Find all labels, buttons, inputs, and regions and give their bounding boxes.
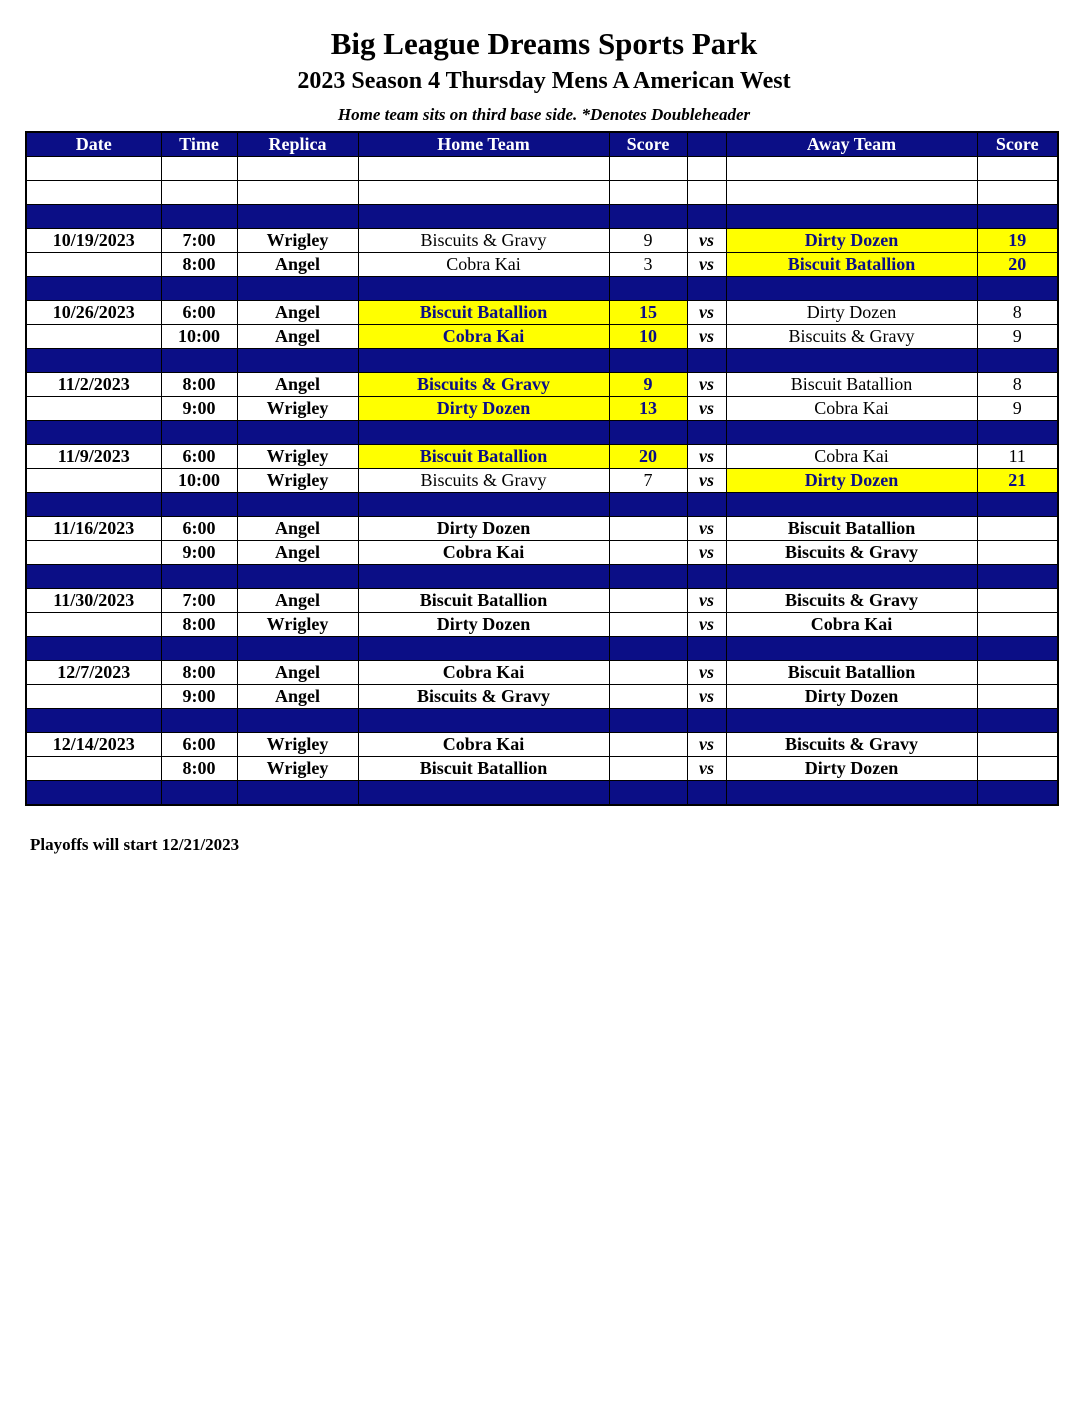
separator-cell	[726, 781, 977, 806]
replica-cell: Angel	[237, 517, 358, 541]
home-score-cell	[609, 517, 687, 541]
separator-cell	[26, 205, 161, 229]
separator-cell	[161, 205, 237, 229]
empty-cell	[161, 157, 237, 181]
separator-cell	[726, 205, 977, 229]
empty-cell	[726, 157, 977, 181]
away-score-cell	[977, 733, 1058, 757]
empty-cell	[161, 181, 237, 205]
time-cell: 8:00	[161, 613, 237, 637]
away-team-cell: Biscuit Batallion	[726, 517, 977, 541]
replica-cell: Angel	[237, 301, 358, 325]
home-team-cell: Dirty Dozen	[358, 613, 609, 637]
game-row	[26, 253, 1058, 277]
home-score-cell	[609, 589, 687, 613]
separator-cell	[687, 637, 726, 661]
separator-cell	[687, 493, 726, 517]
away-team-cell: Dirty Dozen	[726, 685, 977, 709]
home-score-cell: 3	[609, 253, 687, 277]
home-team-cell: Cobra Kai	[358, 733, 609, 757]
home-score-cell: 13	[609, 397, 687, 421]
separator-cell	[358, 421, 609, 445]
home-team-cell: Cobra Kai	[358, 541, 609, 565]
date-cell	[26, 757, 161, 781]
replica-cell: Angel	[237, 541, 358, 565]
separator-cell	[161, 781, 237, 806]
separator-cell	[726, 349, 977, 373]
time-cell: 6:00	[161, 445, 237, 469]
time-cell: 8:00	[161, 253, 237, 277]
schedule-table	[25, 131, 1059, 806]
vs-cell: vs	[687, 517, 726, 541]
home-score-cell: 7	[609, 469, 687, 493]
separator-cell	[161, 349, 237, 373]
replica-cell: Wrigley	[237, 445, 358, 469]
vs-cell: vs	[687, 541, 726, 565]
game-row	[26, 541, 1058, 565]
home-team-cell: Biscuit Batallion	[358, 757, 609, 781]
home-score-cell	[609, 541, 687, 565]
home-team-cell: Cobra Kai	[358, 253, 609, 277]
replica-cell: Angel	[237, 253, 358, 277]
vs-cell: vs	[687, 397, 726, 421]
week-separator-row	[26, 277, 1058, 301]
separator-cell	[609, 781, 687, 806]
away-team-cell: Biscuit Batallion	[726, 253, 977, 277]
date-cell	[26, 253, 161, 277]
game-row	[26, 733, 1058, 757]
empty-row	[26, 157, 1058, 181]
separator-cell	[26, 421, 161, 445]
home-score-cell: 10	[609, 325, 687, 349]
date-cell	[26, 613, 161, 637]
date-cell: 11/9/2023	[26, 445, 161, 469]
week-separator-row	[26, 565, 1058, 589]
empty-cell	[26, 181, 161, 205]
vs-cell: vs	[687, 325, 726, 349]
separator-cell	[977, 277, 1058, 301]
away-team-cell: Dirty Dozen	[726, 469, 977, 493]
replica-cell: Wrigley	[237, 613, 358, 637]
separator-cell	[161, 565, 237, 589]
away-score-cell: 9	[977, 325, 1058, 349]
schedule-body	[26, 157, 1058, 806]
replica-cell: Angel	[237, 661, 358, 685]
col-header-away-team: Away Team	[726, 132, 977, 157]
col-header-time: Time	[161, 132, 237, 157]
separator-cell	[358, 781, 609, 806]
week-separator-row	[26, 349, 1058, 373]
vs-cell: vs	[687, 733, 726, 757]
week-separator-row	[26, 205, 1058, 229]
vs-cell: vs	[687, 757, 726, 781]
replica-cell: Angel	[237, 373, 358, 397]
away-team-cell: Biscuits & Gravy	[726, 589, 977, 613]
away-score-cell: 11	[977, 445, 1058, 469]
separator-cell	[161, 493, 237, 517]
col-header-home-team: Home Team	[358, 132, 609, 157]
separator-cell	[358, 637, 609, 661]
home-team-cell: Cobra Kai	[358, 661, 609, 685]
away-team-cell: Biscuit Batallion	[726, 373, 977, 397]
separator-cell	[358, 205, 609, 229]
separator-cell	[26, 493, 161, 517]
game-row	[26, 397, 1058, 421]
page-subtitle: 2023 Season 4 Thursday Mens A American West	[297, 68, 791, 94]
away-score-cell: 8	[977, 301, 1058, 325]
separator-cell	[726, 421, 977, 445]
empty-cell	[977, 157, 1058, 181]
replica-cell: Angel	[237, 589, 358, 613]
away-score-cell	[977, 589, 1058, 613]
away-team-cell: Cobra Kai	[726, 613, 977, 637]
separator-cell	[609, 637, 687, 661]
separator-cell	[977, 637, 1058, 661]
separator-cell	[977, 709, 1058, 733]
separator-cell	[237, 205, 358, 229]
away-team-cell: Cobra Kai	[726, 397, 977, 421]
home-team-cell: Biscuits & Gravy	[358, 229, 609, 253]
time-cell: 8:00	[161, 661, 237, 685]
separator-cell	[161, 421, 237, 445]
game-row	[26, 301, 1058, 325]
col-header-vs	[687, 132, 726, 157]
separator-cell	[726, 493, 977, 517]
time-cell: 9:00	[161, 397, 237, 421]
away-team-cell: Biscuit Batallion	[726, 661, 977, 685]
away-score-cell: 20	[977, 253, 1058, 277]
schedule-note: Home team sits on third base side. *Denotes Doubleheader	[337, 105, 751, 124]
game-row	[26, 757, 1058, 781]
away-team-cell: Biscuits & Gravy	[726, 325, 977, 349]
away-score-cell	[977, 517, 1058, 541]
date-cell: 10/19/2023	[26, 229, 161, 253]
separator-cell	[977, 349, 1058, 373]
game-row	[26, 229, 1058, 253]
away-score-cell: 21	[977, 469, 1058, 493]
replica-cell: Angel	[237, 325, 358, 349]
home-score-cell: 9	[609, 373, 687, 397]
time-cell: 6:00	[161, 517, 237, 541]
separator-cell	[26, 781, 161, 806]
home-score-cell	[609, 685, 687, 709]
separator-cell	[26, 277, 161, 301]
home-team-cell: Biscuits & Gravy	[358, 373, 609, 397]
date-cell	[26, 685, 161, 709]
separator-cell	[26, 709, 161, 733]
separator-cell	[358, 349, 609, 373]
time-cell: 6:00	[161, 301, 237, 325]
home-score-cell	[609, 613, 687, 637]
time-cell: 9:00	[161, 685, 237, 709]
replica-cell: Wrigley	[237, 733, 358, 757]
separator-cell	[609, 493, 687, 517]
separator-cell	[687, 205, 726, 229]
separator-cell	[726, 709, 977, 733]
time-cell: 6:00	[161, 733, 237, 757]
separator-cell	[977, 493, 1058, 517]
col-header-away-score: Score	[977, 132, 1058, 157]
header-row	[26, 132, 1058, 157]
vs-cell: vs	[687, 301, 726, 325]
time-cell: 7:00	[161, 589, 237, 613]
separator-cell	[687, 277, 726, 301]
away-team-cell: Dirty Dozen	[726, 229, 977, 253]
playoffs-note: Playoffs will start 12/21/2023	[30, 835, 240, 854]
vs-cell: vs	[687, 589, 726, 613]
separator-cell	[726, 637, 977, 661]
home-score-cell: 15	[609, 301, 687, 325]
game-row	[26, 325, 1058, 349]
replica-cell: Wrigley	[237, 469, 358, 493]
away-team-cell: Biscuits & Gravy	[726, 733, 977, 757]
empty-cell	[609, 157, 687, 181]
separator-cell	[26, 349, 161, 373]
separator-cell	[237, 565, 358, 589]
date-cell: 11/16/2023	[26, 517, 161, 541]
week-separator-row	[26, 781, 1058, 806]
separator-cell	[726, 277, 977, 301]
separator-cell	[358, 493, 609, 517]
week-separator-row	[26, 493, 1058, 517]
empty-cell	[687, 157, 726, 181]
col-header-date: Date	[26, 132, 161, 157]
away-score-cell	[977, 613, 1058, 637]
separator-cell	[687, 565, 726, 589]
separator-cell	[609, 565, 687, 589]
home-team-cell: Dirty Dozen	[358, 397, 609, 421]
game-row	[26, 517, 1058, 541]
date-cell: 11/2/2023	[26, 373, 161, 397]
home-team-cell: Dirty Dozen	[358, 517, 609, 541]
away-team-cell: Biscuits & Gravy	[726, 541, 977, 565]
away-score-cell	[977, 757, 1058, 781]
time-cell: 7:00	[161, 229, 237, 253]
empty-cell	[237, 157, 358, 181]
separator-cell	[977, 781, 1058, 806]
separator-cell	[237, 637, 358, 661]
separator-cell	[687, 781, 726, 806]
empty-cell	[358, 157, 609, 181]
game-row	[26, 469, 1058, 493]
away-score-cell: 8	[977, 373, 1058, 397]
separator-cell	[237, 781, 358, 806]
vs-cell: vs	[687, 613, 726, 637]
empty-cell	[237, 181, 358, 205]
separator-cell	[237, 493, 358, 517]
date-cell	[26, 469, 161, 493]
home-score-cell	[609, 661, 687, 685]
home-score-cell	[609, 757, 687, 781]
home-team-cell: Biscuits & Gravy	[358, 469, 609, 493]
away-team-cell: Dirty Dozen	[726, 301, 977, 325]
separator-cell	[609, 277, 687, 301]
separator-cell	[358, 277, 609, 301]
home-team-cell: Biscuit Batallion	[358, 589, 609, 613]
week-separator-row	[26, 637, 1058, 661]
vs-cell: vs	[687, 445, 726, 469]
replica-cell: Wrigley	[237, 397, 358, 421]
empty-cell	[977, 181, 1058, 205]
game-row	[26, 685, 1058, 709]
away-score-cell: 9	[977, 397, 1058, 421]
empty-cell	[726, 181, 977, 205]
date-cell	[26, 397, 161, 421]
separator-cell	[237, 277, 358, 301]
separator-cell	[358, 709, 609, 733]
separator-cell	[237, 421, 358, 445]
separator-cell	[161, 277, 237, 301]
separator-cell	[609, 205, 687, 229]
empty-cell	[26, 157, 161, 181]
home-team-cell: Biscuit Batallion	[358, 301, 609, 325]
away-team-cell: Dirty Dozen	[726, 757, 977, 781]
date-cell: 12/7/2023	[26, 661, 161, 685]
separator-cell	[161, 637, 237, 661]
game-row	[26, 445, 1058, 469]
away-score-cell: 19	[977, 229, 1058, 253]
replica-cell: Wrigley	[237, 229, 358, 253]
col-header-home-score: Score	[609, 132, 687, 157]
separator-cell	[237, 709, 358, 733]
separator-cell	[609, 709, 687, 733]
vs-cell: vs	[687, 229, 726, 253]
home-team-cell: Biscuits & Gravy	[358, 685, 609, 709]
away-score-cell	[977, 541, 1058, 565]
home-team-cell: Cobra Kai	[358, 325, 609, 349]
time-cell: 9:00	[161, 541, 237, 565]
replica-cell: Wrigley	[237, 757, 358, 781]
game-row	[26, 613, 1058, 637]
away-team-cell: Cobra Kai	[726, 445, 977, 469]
separator-cell	[609, 421, 687, 445]
home-score-cell: 9	[609, 229, 687, 253]
time-cell: 10:00	[161, 325, 237, 349]
away-score-cell	[977, 685, 1058, 709]
home-score-cell	[609, 733, 687, 757]
empty-cell	[609, 181, 687, 205]
time-cell: 8:00	[161, 757, 237, 781]
vs-cell: vs	[687, 469, 726, 493]
date-cell: 12/14/2023	[26, 733, 161, 757]
vs-cell: vs	[687, 253, 726, 277]
game-row	[26, 589, 1058, 613]
separator-cell	[358, 565, 609, 589]
vs-cell: vs	[687, 661, 726, 685]
separator-cell	[977, 421, 1058, 445]
week-separator-row	[26, 709, 1058, 733]
separator-cell	[237, 349, 358, 373]
game-row	[26, 661, 1058, 685]
date-cell: 10/26/2023	[26, 301, 161, 325]
replica-cell: Angel	[237, 685, 358, 709]
col-header-replica: Replica	[237, 132, 358, 157]
separator-cell	[161, 709, 237, 733]
time-cell: 10:00	[161, 469, 237, 493]
time-cell: 8:00	[161, 373, 237, 397]
date-cell	[26, 325, 161, 349]
vs-cell: vs	[687, 685, 726, 709]
separator-cell	[26, 565, 161, 589]
separator-cell	[977, 205, 1058, 229]
date-cell	[26, 541, 161, 565]
game-row	[26, 373, 1058, 397]
separator-cell	[726, 565, 977, 589]
separator-cell	[977, 565, 1058, 589]
separator-cell	[609, 349, 687, 373]
separator-cell	[687, 709, 726, 733]
date-cell: 11/30/2023	[26, 589, 161, 613]
home-team-cell: Biscuit Batallion	[358, 445, 609, 469]
home-score-cell: 20	[609, 445, 687, 469]
separator-cell	[26, 637, 161, 661]
away-score-cell	[977, 661, 1058, 685]
separator-cell	[687, 421, 726, 445]
empty-row	[26, 181, 1058, 205]
empty-cell	[687, 181, 726, 205]
empty-cell	[358, 181, 609, 205]
separator-cell	[687, 349, 726, 373]
week-separator-row	[26, 421, 1058, 445]
vs-cell: vs	[687, 373, 726, 397]
page-title: Big League Dreams Sports Park	[330, 26, 758, 61]
